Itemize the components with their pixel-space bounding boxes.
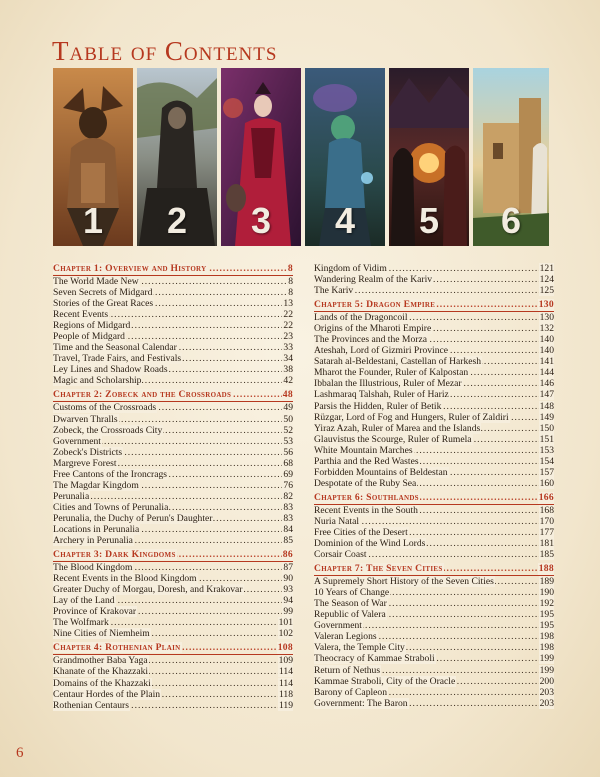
- toc-entry[interactable]: [53, 584, 293, 595]
- toc-entry[interactable]: [314, 653, 554, 664]
- toc-entry[interactable]: [53, 469, 293, 480]
- toc-entry[interactable]: [53, 595, 293, 606]
- toc-entry-page: 22: [283, 309, 293, 321]
- toc-entry-page: 94: [283, 595, 293, 607]
- toc-entry-page: 140: [539, 345, 554, 357]
- toc-chapter-heading[interactable]: [53, 263, 293, 276]
- toc-entry-page: 146: [539, 378, 554, 390]
- toc-entry-page: 48: [282, 389, 293, 401]
- toc-column-left: [53, 263, 293, 711]
- toc-entry-page: 119: [278, 699, 293, 711]
- toc-entry[interactable]: [314, 401, 554, 412]
- chapter-art-strip: [53, 68, 549, 246]
- toc-entry[interactable]: [314, 412, 554, 423]
- toc-entry-page: 85: [283, 535, 293, 547]
- toc-entry-page: 33: [283, 342, 293, 354]
- toc-entry-title: The Season of War: [314, 598, 387, 610]
- toc-entry-title: Lay of the Land: [53, 595, 115, 607]
- toc-entry[interactable]: [314, 345, 554, 356]
- toc-entry[interactable]: [53, 353, 293, 364]
- toc-entry-page: 53: [283, 435, 293, 447]
- toc-entry[interactable]: [314, 698, 554, 709]
- toc-column-right: [314, 263, 554, 709]
- toc-entry-title: Free Cantons of the Ironcrags: [53, 468, 168, 480]
- chapter-number: 2: [166, 200, 188, 241]
- toc-entry[interactable]: [314, 576, 554, 587]
- toc-entry[interactable]: [314, 456, 554, 467]
- toc-chapter-heading[interactable]: [53, 389, 293, 402]
- toc-entry-title: Province of Krakovar: [53, 606, 137, 618]
- toc-entry-title: Government: [53, 435, 101, 447]
- toc-entry-page: 177: [539, 526, 554, 538]
- toc-entry-page: 141: [539, 356, 554, 368]
- toc-entry-page: 181: [539, 538, 554, 550]
- toc-entry-title: The Wolfmark: [53, 617, 109, 629]
- toc-entry-title: Glauvistus the Scourge, Ruler of Rumela: [314, 433, 472, 445]
- toc-entry[interactable]: [314, 445, 554, 456]
- chapter-3-illustration: [221, 68, 301, 246]
- toc-entry-title: The Provinces and the Morza: [314, 334, 427, 346]
- toc-entry-title: Margreve Forest: [53, 457, 117, 469]
- toc-entry[interactable]: [53, 364, 293, 375]
- toc-entry-page: 190: [539, 587, 554, 599]
- toc-entry[interactable]: [314, 367, 554, 378]
- chapter-number: 4: [334, 200, 356, 241]
- toc-entry-title: Khanate of the Khazzaki: [53, 666, 149, 678]
- toc-entry-page: 101: [278, 617, 293, 629]
- toc-entry-title: Stories of the Great Races: [53, 298, 154, 310]
- toc-entry-page: 153: [539, 444, 554, 456]
- toc-chapter-heading[interactable]: [314, 563, 554, 576]
- toc-entry-title: Ibbalan the Illustrious, Ruler of Mezar: [314, 378, 462, 390]
- toc-entry[interactable]: [314, 587, 554, 598]
- toc-entry-page: 102: [278, 628, 293, 640]
- toc-entry[interactable]: [314, 620, 554, 631]
- toc-entry-title: Origins of the Mharoti Empire: [314, 323, 432, 335]
- toc-entry[interactable]: [314, 378, 554, 389]
- toc-entry-title: Dominion of the Wind Lords: [314, 538, 426, 550]
- toc-entry[interactable]: [53, 331, 293, 342]
- toc-entry[interactable]: [314, 274, 554, 285]
- toc-entry[interactable]: [314, 631, 554, 642]
- toc-entry-page: 118: [278, 688, 293, 700]
- toc-chapter-heading[interactable]: [53, 642, 293, 655]
- toc-entry-title: Chapter 7: The Seven Cities: [314, 563, 443, 575]
- toc-entry[interactable]: [53, 513, 293, 524]
- toc-entry-page: 170: [539, 515, 554, 527]
- toc-entry-page: 198: [539, 642, 554, 654]
- toc-entry-page: 198: [539, 631, 554, 643]
- toc-entry-page: 147: [539, 389, 554, 401]
- toc-entry-page: 42: [283, 375, 293, 387]
- toc-entry-page: 203: [539, 697, 554, 709]
- toc-entry-page: 22: [283, 320, 293, 332]
- toc-entry-title: Recent Events in the Blood Kingdom: [53, 573, 197, 585]
- toc-entry-page: 8: [288, 276, 293, 287]
- toc-entry-page: 168: [539, 504, 554, 516]
- toc-entry-title: Government: [314, 620, 362, 632]
- toc-entry[interactable]: [53, 689, 293, 700]
- toc-entry-title: Magic and Scholarship: [53, 375, 142, 387]
- toc-entry[interactable]: [314, 389, 554, 400]
- toc-entry-page: 68: [283, 457, 293, 469]
- toc-entry[interactable]: [53, 298, 293, 309]
- toc-entry-title: Parthia and the Red Wastes: [314, 455, 419, 467]
- toc-entry[interactable]: [53, 617, 293, 628]
- toc-entry-title: Nuria Natal: [314, 515, 360, 527]
- toc-entry-title: The World Made New: [53, 276, 139, 287]
- toc-chapter-heading[interactable]: [53, 549, 293, 562]
- toc-entry[interactable]: [53, 606, 293, 617]
- toc-entry[interactable]: [53, 436, 293, 447]
- toc-entry-page: 49: [283, 402, 293, 414]
- toc-entry-page: 23: [283, 331, 293, 343]
- toc-entry-page: 189: [539, 576, 554, 588]
- toc-entry-page: 52: [283, 424, 293, 436]
- toc-entry-page: 199: [539, 653, 554, 665]
- toc-entry-title: Despotate of the Ruby Sea: [314, 477, 417, 489]
- toc-entry[interactable]: [314, 642, 554, 653]
- toc-entry-title: Satarah al-Beldestani, Castellan of Harkesh: [314, 356, 482, 368]
- toc-entry[interactable]: [314, 334, 554, 345]
- toc-entry[interactable]: [314, 538, 554, 549]
- toc-entry[interactable]: [53, 628, 293, 639]
- toc-entry-page: 83: [283, 501, 293, 513]
- toc-entry-title: Chapter 6: Southlands: [314, 491, 419, 503]
- toc-entry-title: Dwarven Thralls: [53, 413, 118, 425]
- toc-entry[interactable]: [53, 458, 293, 469]
- toc-entry-title: Centaur Hordes of the Plain: [53, 688, 161, 700]
- toc-entry-page: 130: [539, 312, 554, 324]
- toc-entry-title: Wandering Realm of the Kariv: [314, 274, 433, 286]
- toc-entry-page: 69: [283, 468, 293, 480]
- toc-entry[interactable]: [53, 402, 293, 413]
- chapter-2-illustration: [137, 68, 217, 246]
- toc-entry-title: 10 Years of Change: [314, 587, 390, 599]
- toc-entry-page: 148: [539, 400, 554, 412]
- toc-entry[interactable]: [53, 700, 293, 711]
- toc-entry-title: Chapter 3: Dark Kingdoms: [53, 549, 176, 561]
- toc-entry-page: 140: [539, 334, 554, 346]
- chapter-number: 5: [418, 200, 440, 241]
- toc-entry-title: Kammae Straboli, City of the Oracle: [314, 675, 456, 687]
- toc-entry-title: Chapter 4: Rothenian Plain: [53, 642, 181, 654]
- toc-entry-page: 188: [538, 563, 554, 575]
- toc-entry-page: 203: [539, 686, 554, 698]
- toc-entry[interactable]: [314, 527, 554, 538]
- toc-entry[interactable]: [53, 678, 293, 689]
- toc-entry[interactable]: [314, 423, 554, 434]
- toc-entry-title: Perunalia: [53, 490, 90, 502]
- toc-entry-title: The Blood Kingdom: [53, 562, 133, 574]
- toc-entry-page: 185: [539, 549, 554, 561]
- toc-entry-page: 50: [283, 413, 293, 425]
- toc-entry[interactable]: [53, 375, 293, 386]
- toc-entry-title: Zobeck's Districts: [53, 446, 123, 458]
- toc-entry-page: 93: [283, 584, 293, 596]
- toc-entry-page: 199: [539, 664, 554, 676]
- toc-entry-page: 8: [288, 287, 293, 299]
- toc-entry-title: Valeran Legions: [314, 631, 377, 643]
- toc-entry[interactable]: [53, 309, 293, 320]
- toc-chapter-heading[interactable]: [314, 299, 554, 312]
- toc-entry-title: Chapter 5: Dragon Empire: [314, 299, 436, 311]
- toc-entry-title: Theocracy of Kammae Straboli: [314, 653, 435, 665]
- toc-entry[interactable]: [314, 549, 554, 560]
- toc-entry-title: People of Midgard: [53, 331, 125, 343]
- toc-entry-title: Grandmother Baba Yaga: [53, 655, 148, 667]
- toc-entry[interactable]: [53, 414, 293, 425]
- toc-entry-page: 38: [283, 364, 293, 376]
- toc-entry-page: 154: [539, 455, 554, 467]
- toc-entry-title: Chapter 2: Zobeck and the Crossroads: [53, 389, 232, 401]
- toc-entry[interactable]: [53, 573, 293, 584]
- toc-entry-page: 99: [283, 606, 293, 618]
- toc-entry[interactable]: [53, 655, 293, 666]
- toc-entry-title: Republic of Valera: [314, 609, 386, 621]
- chapter-5-illustration: [389, 68, 469, 246]
- toc-entry[interactable]: [314, 598, 554, 609]
- chapter-number: 6: [500, 200, 522, 241]
- toc-entry-page: 125: [539, 285, 554, 297]
- toc-entry[interactable]: [314, 323, 554, 334]
- toc-entry[interactable]: [53, 480, 293, 491]
- toc-entry-page: 86: [282, 549, 293, 561]
- toc-entry-title: Rothenian Centaurs: [53, 699, 129, 711]
- toc-entry-page: 130: [538, 299, 554, 311]
- toc-entry[interactable]: [53, 535, 293, 546]
- chapter-1-illustration: [53, 68, 133, 246]
- toc-entry-title: Recent Events: [53, 309, 109, 321]
- toc-entry[interactable]: [53, 320, 293, 331]
- toc-entry-page: 84: [283, 523, 293, 535]
- toc-entry-page: 124: [539, 274, 554, 286]
- chapter-6-illustration: [473, 68, 549, 246]
- toc-entry[interactable]: [53, 524, 293, 535]
- toc-entry-title: Travel, Trade Fairs, and Festivals: [53, 353, 182, 365]
- toc-entry-title: Recent Events in the South: [314, 504, 418, 516]
- toc-entry-title: Yiraz Azah, Ruler of Marea and the Islands: [314, 422, 481, 434]
- toc-entry-page: 166: [538, 491, 554, 503]
- toc-entry[interactable]: [314, 478, 554, 489]
- toc-entry[interactable]: [314, 676, 554, 687]
- page-title: Table of Contents: [52, 36, 278, 66]
- toc-entry-title: Forbidden Mountains of Beldestan: [314, 466, 448, 478]
- toc-entry-title: A Supremely Short History of the Seven Cities: [314, 576, 494, 588]
- toc-entry-title: Government: The Baron: [314, 697, 408, 709]
- toc-entry[interactable]: [53, 425, 293, 436]
- toc-entry-title: Archery in Perunalia: [53, 535, 133, 547]
- toc-entry[interactable]: [53, 287, 293, 298]
- chapter-number: 3: [250, 200, 272, 241]
- toc-entry-title: Seven Secrets of Midgard: [53, 287, 153, 299]
- toc-entry-page: 132: [539, 323, 554, 335]
- toc-entry[interactable]: [314, 356, 554, 367]
- toc-entry-page: 192: [539, 598, 554, 610]
- toc-entry-title: Locations in Perunalia: [53, 523, 140, 535]
- toc-entry-page: 13: [283, 298, 293, 310]
- toc-entry[interactable]: [53, 276, 293, 287]
- toc-entry[interactable]: [53, 562, 293, 573]
- toc-entry-title: Ateshah, Lord of Gizmiri Province: [314, 345, 449, 357]
- toc-entry-page: 144: [539, 367, 554, 379]
- page-number: 6: [16, 745, 24, 761]
- toc-entry[interactable]: [314, 505, 554, 516]
- toc-entry[interactable]: [314, 467, 554, 478]
- toc-entry-title: The Magdar Kingdom: [53, 479, 139, 491]
- toc-entry-title: Ley Lines and Shadow Roads: [53, 364, 168, 376]
- toc-entry-title: Lands of the Dragoncoil: [314, 312, 408, 324]
- toc-entry-title: Corsair Coast: [314, 549, 367, 561]
- toc-entry-title: Regions of Midgard: [53, 320, 131, 332]
- toc-entry-page: 56: [283, 446, 293, 458]
- toc-entry-title: Greater Duchy of Morgau, Doresh, and Krakovar: [53, 584, 243, 596]
- toc-entry[interactable]: [53, 502, 293, 513]
- toc-entry-page: 200: [539, 675, 554, 687]
- toc-entry[interactable]: [314, 285, 554, 296]
- toc-entry[interactable]: [314, 434, 554, 445]
- toc-entry-page: 87: [283, 562, 293, 574]
- toc-entry-title: Rüzgar, Lord of Fog and Hungers, Ruler of Zaldiri: [314, 411, 509, 423]
- toc-entry-page: 150: [539, 422, 554, 434]
- toc-entry[interactable]: [314, 263, 554, 274]
- toc-entry[interactable]: [314, 665, 554, 676]
- toc-entry[interactable]: [53, 342, 293, 353]
- toc-entry-page: 114: [278, 666, 293, 678]
- toc-entry-title: White Mountain Marches: [314, 444, 413, 456]
- toc-entry[interactable]: [314, 516, 554, 527]
- toc-entry-title: Customs of the Crossroads: [53, 402, 157, 414]
- toc-entry-page: 109: [278, 655, 293, 667]
- toc-entry-page: 157: [539, 466, 554, 478]
- toc-entry-title: Domains of the Khazzaki: [53, 677, 151, 689]
- toc-entry-title: The Kariv: [314, 285, 354, 297]
- toc-entry-page: 83: [283, 512, 293, 524]
- toc-entry-title: Kingdom of Vidim: [314, 263, 387, 274]
- toc-entry-title: Perunalia, the Duchy of Perun's Daughter: [53, 512, 213, 524]
- toc-entry[interactable]: [53, 491, 293, 502]
- toc-entry-title: Time and the Seasonal Calendar: [53, 342, 177, 354]
- toc-entry[interactable]: [314, 312, 554, 323]
- toc-entry-title: Barony of Capleon: [314, 686, 388, 698]
- toc-entry-page: 121: [539, 263, 554, 274]
- toc-entry-title: Chapter 1: Overview and History: [53, 263, 207, 274]
- toc-entry[interactable]: [314, 687, 554, 698]
- toc-entry-page: 114: [278, 677, 293, 689]
- toc-entry[interactable]: [53, 447, 293, 458]
- chapter-number: 1: [82, 200, 104, 241]
- toc-entry-page: 108: [277, 642, 293, 654]
- toc-entry-title: Nine Cities of Niemheim: [53, 628, 150, 640]
- toc-entry-page: 8: [287, 263, 293, 274]
- toc-entry[interactable]: [53, 666, 293, 677]
- toc-entry[interactable]: [314, 609, 554, 620]
- toc-entry-page: 90: [283, 573, 293, 585]
- toc-entry-title: Cities and Towns of Perunalia: [53, 501, 169, 513]
- toc-entry-title: Zobeck, the Crossroads City: [53, 424, 163, 436]
- toc-entry-title: Free Cities of the Desert: [314, 526, 408, 538]
- toc-entry-title: Return of Nethus: [314, 664, 381, 676]
- toc-entry-page: 82: [283, 490, 293, 502]
- toc-entry-title: Valera, the Temple City: [314, 642, 405, 654]
- chapter-4-illustration: [305, 68, 385, 246]
- toc-entry-page: 195: [539, 609, 554, 621]
- toc-entry-page: 195: [539, 620, 554, 632]
- toc-entry-page: 160: [539, 477, 554, 489]
- toc-entry-page: 34: [283, 353, 293, 365]
- toc-entry-page: 151: [539, 433, 554, 445]
- toc-entry-page: 76: [283, 479, 293, 491]
- toc-entry-title: Parsis the Hidden, Ruler of Betik: [314, 400, 442, 412]
- toc-entry-title: Mharot the Founder, Ruler of Kalpostan: [314, 367, 469, 379]
- toc-chapter-heading[interactable]: [314, 492, 554, 505]
- toc-entry-title: Lashmaraq Talshah, Ruler of Hariz: [314, 389, 449, 401]
- toc-entry-page: 149: [539, 411, 554, 423]
